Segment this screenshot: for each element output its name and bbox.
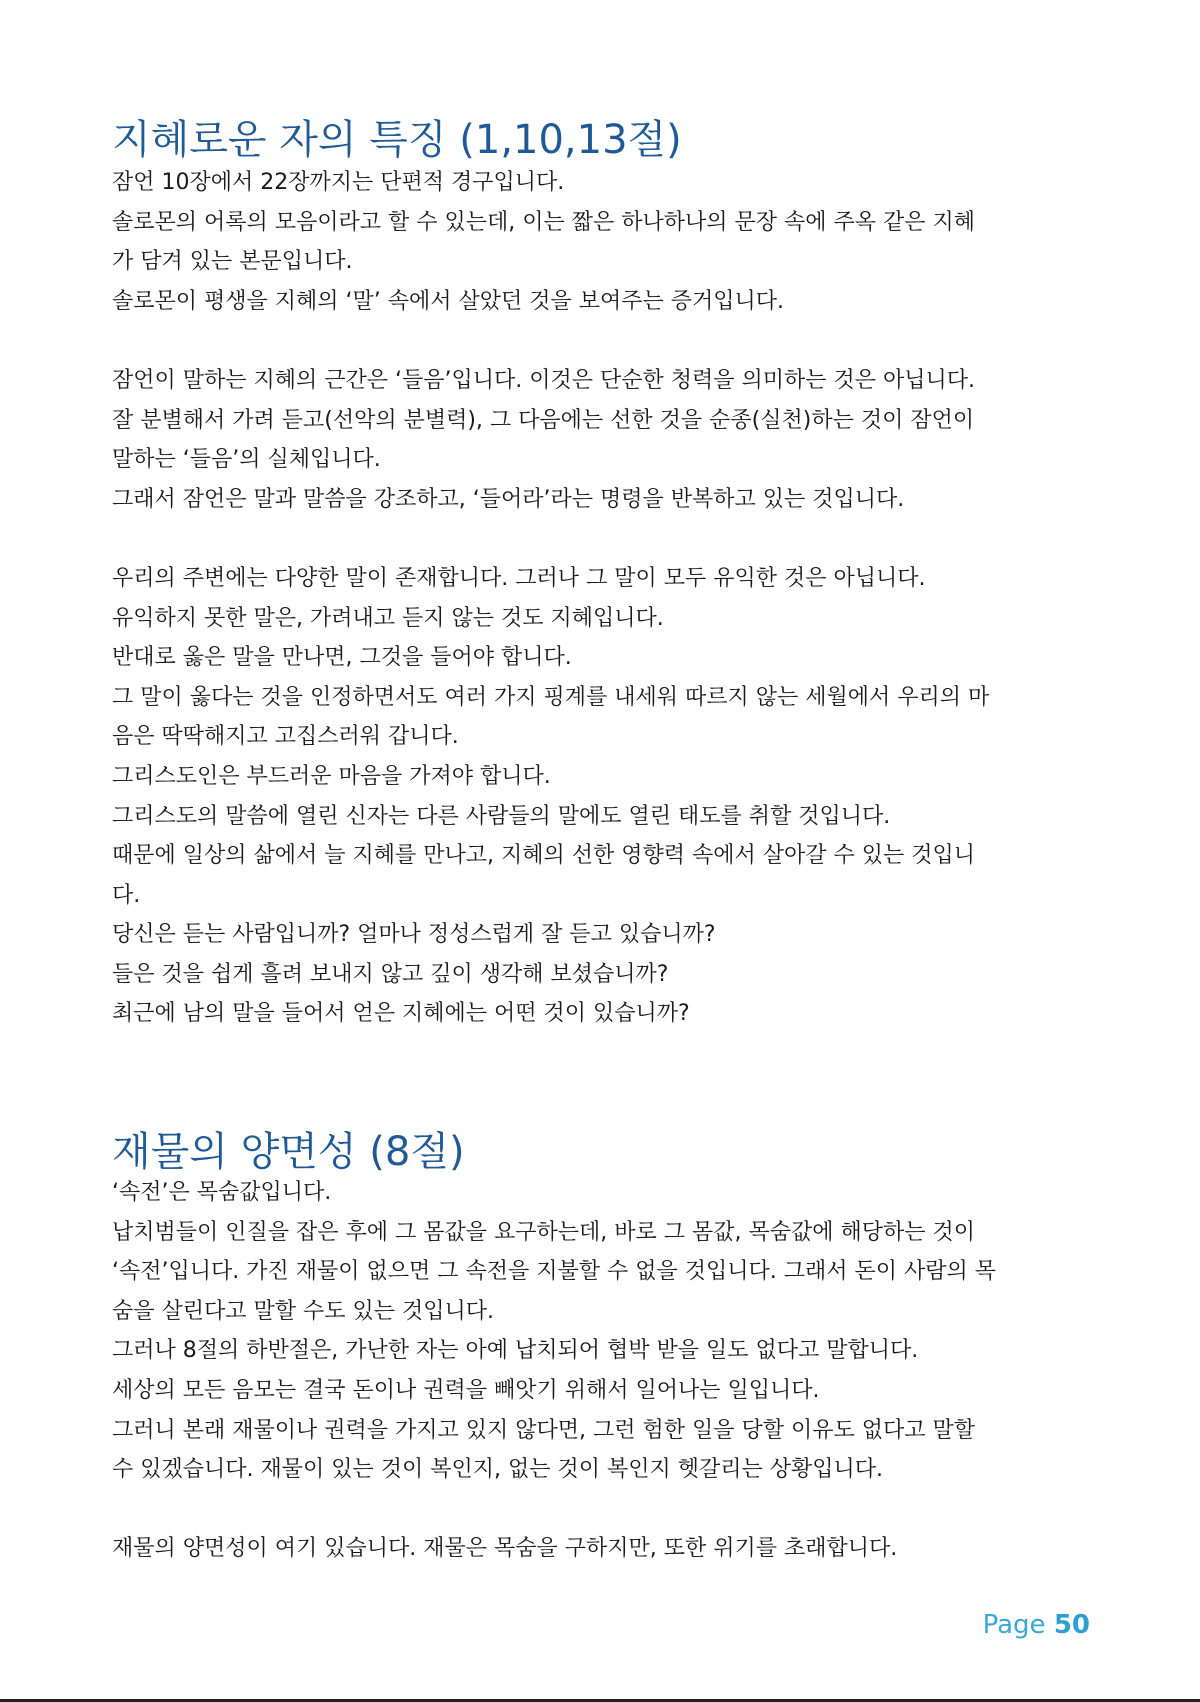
body-line: 잠언 10장에서 22장까지는 단편적 경구입니다. <box>112 170 565 195</box>
body-line: 그 말이 옳다는 것을 인정하면서도 여러 가지 핑계를 내세워 따르지 않는 세월에서 우리의 마 <box>112 684 990 710</box>
page-number <box>983 1610 1090 1640</box>
body-line: 그러니 본래 재물이나 권력을 가지고 있지 않다면, 그런 험한 일을 당할 이유도 없다고 말할 <box>112 1417 975 1443</box>
section-title-wealth: 재물의 양면성 (8절) <box>112 1129 465 1175</box>
paragraph-gap <box>112 1490 1097 1530</box>
body-line: 솔로몬의 어록의 모음이라고 할 수 있는데, 이는 짧은 하나하나의 문장 속에 주옥 같은 지혜 <box>112 209 975 235</box>
body-line: 때문에 일상의 삶에서 늘 지혜를 만나고, 지혜의 선한 영향력 속에서 살아갈 수 있는 것입니 <box>112 843 975 869</box>
paragraph-gap <box>112 519 1097 559</box>
body-line: 납치범들이 인질을 잡은 후에 그 몸값을 요구하는데, 바로 그 몸값, 목숨값에 해당하는 것이 <box>112 1219 975 1245</box>
body-line: 솔로몬이 평생을 지혜의 ‘말’ 속에서 살았던 것을 보여주는 증거입니다. <box>112 288 784 314</box>
body-line: 잠언이 말하는 지혜의 근간은 ‘들음’입니다. 이것은 단순한 청력을 의미하는 것은 아닙니다. <box>112 367 975 393</box>
body-line: 재물의 양면성이 여기 있습니다. 재물은 목숨을 구하지만, 또한 위기를 초래합니다. <box>112 1536 898 1562</box>
body-line: 우리의 주변에는 다양한 말이 존재합니다. 그러나 그 말이 모두 유익한 것은 아닙니다. <box>112 565 926 591</box>
body-line: 반대로 옳은 말을 만나면, 그것을 들어야 합니다. <box>112 645 572 671</box>
body-line: 들은 것을 쉽게 흘려 보내지 않고 깊이 생각해 보셨습니까? <box>112 961 669 987</box>
body-line: 그러나 8절의 하반절은, 가난한 자는 아예 납치되어 협박 받을 일도 없다고 말합니다. <box>112 1338 919 1364</box>
section-body-wise-person <box>112 163 1097 1034</box>
body-line: 유익하지 못한 말은, 가려내고 듣지 않는 것도 지혜입니다. <box>112 605 664 631</box>
body-line: 잘 분별해서 가려 듣고(선악의 분별력), 그 다음에는 선한 것을 순종(실천)하는 것이 잠언이 <box>112 407 975 433</box>
body-line: 수 있겠습니다. 재물이 있는 것이 복인지, 없는 것이 복인지 헷갈리는 상황입니다. <box>112 1457 883 1483</box>
body-line: 음은 딱딱해지고 고집스러워 갑니다. <box>112 724 459 750</box>
body-line: 그래서 잠언은 말과 말씀을 강조하고, ‘들어라’라는 명령을 반복하고 있는 것입니다. <box>112 486 905 512</box>
body-line: 말하는 ‘들음’의 실체입니다. <box>112 447 381 473</box>
body-line: 가 담겨 있는 본문입니다. <box>112 249 353 275</box>
body-line: 그리스도의 말씀에 열린 신자는 다른 사람들의 말에도 열린 태도를 취할 것입니다. <box>112 803 891 829</box>
body-line: ‘속전’입니다. 가진 재물이 없으면 그 속전을 지불할 수 없을 것입니다. 그래서 돈이 사람의 목 <box>112 1259 996 1285</box>
paragraph-gap <box>112 321 1097 361</box>
section-title-wise-person: 지혜로운 자의 특징 (1,10,13절) <box>112 117 682 163</box>
body-line: 세상의 모든 음모는 결국 돈이나 권력을 빼앗기 위해서 일어나는 일입니다. <box>112 1377 820 1403</box>
body-line: 그리스도인은 부드러운 마음을 가져야 합니다. <box>112 763 551 789</box>
body-line: 다. <box>112 882 141 908</box>
body-line: ‘속전’은 목숨값입니다. <box>112 1180 332 1205</box>
section-body-wealth <box>112 1173 1097 1569</box>
body-line: 당신은 듣는 사람입니까? 얼마나 정성스럽게 잘 듣고 있습니까? <box>112 922 716 948</box>
page-number-value: 50 <box>1053 1610 1090 1640</box>
body-line: 숨을 살린다고 말할 수도 있는 것입니다. <box>112 1298 494 1324</box>
page-label: Page <box>982 1610 1046 1640</box>
body-line: 최근에 남의 말을 들어서 얻은 지혜에는 어떤 것이 있습니까? <box>112 1001 690 1027</box>
